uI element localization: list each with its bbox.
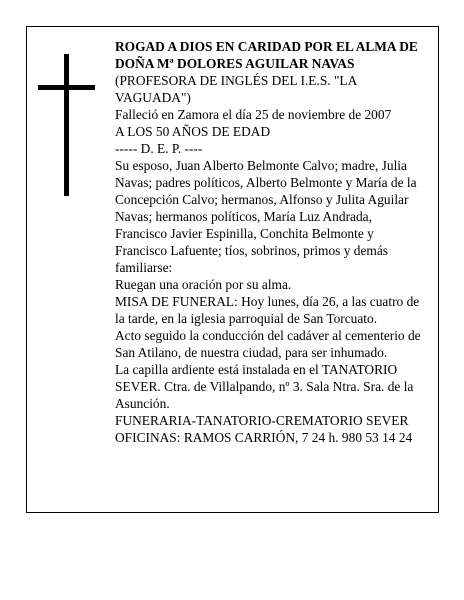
offices: OFICINAS: RAMOS CARRIÓN, 7 24 h. 980 53 14 24 [115,430,413,445]
death-date: Falleció en Zamora el día 25 de noviembre de 2007 [115,107,392,122]
prayer-request: Ruegan una oración por su alma. [115,277,292,292]
cross-icon [64,54,69,196]
burial-info: Acto seguido la conducción del cadáver al cementerio de San Atilano, de nuestra ciudad, para ser inhumado. [115,328,421,360]
obituary-text [115,38,425,446]
cross-icon-crossbar [38,85,95,90]
rip-line: ----- D. E. P. ---- [115,141,203,156]
family-list: Su esposo, Juan Alberto Belmonte Calvo; madre, Julia Navas; padres políticos, Alberto Belmonte y María de la Concepción Calvo; hermanos, Alfonso y Julita Aguilar Navas; hermanos políticos, María Luz Andrada, Francisco Javier Espinilla, Conchita Belmonte y Francisco Lafuente; tíos, sobrinos, primos y demás familiarse: [115,158,417,275]
heading-line: ROGAD A DIOS EN CARIDAD POR EL ALMA DE [115,39,418,54]
deceased-name: DOÑA Mª DOLORES AGUILAR NAVAS [115,56,355,71]
age: A LOS 50 AÑOS DE EDAD [115,124,271,139]
funeral-home: FUNERARIA-TANATORIO-CREMATORIO SEVER [115,413,409,428]
funeral-mass: MISA DE FUNERAL: Hoy lunes, día 26, a las cuatro de la tarde, en la iglesia parroquial de San Torcuato. [115,294,420,326]
chapel-info: La capilla ardiente está instalada en el TANATORIO SEVER. Ctra. de Villalpando, nº 3. Sala Ntra. Sra. de la Asunción. [115,362,414,411]
profession: (PROFESORA DE INGLÉS DEL I.E.S. "LA VAGUADA") [115,73,357,105]
